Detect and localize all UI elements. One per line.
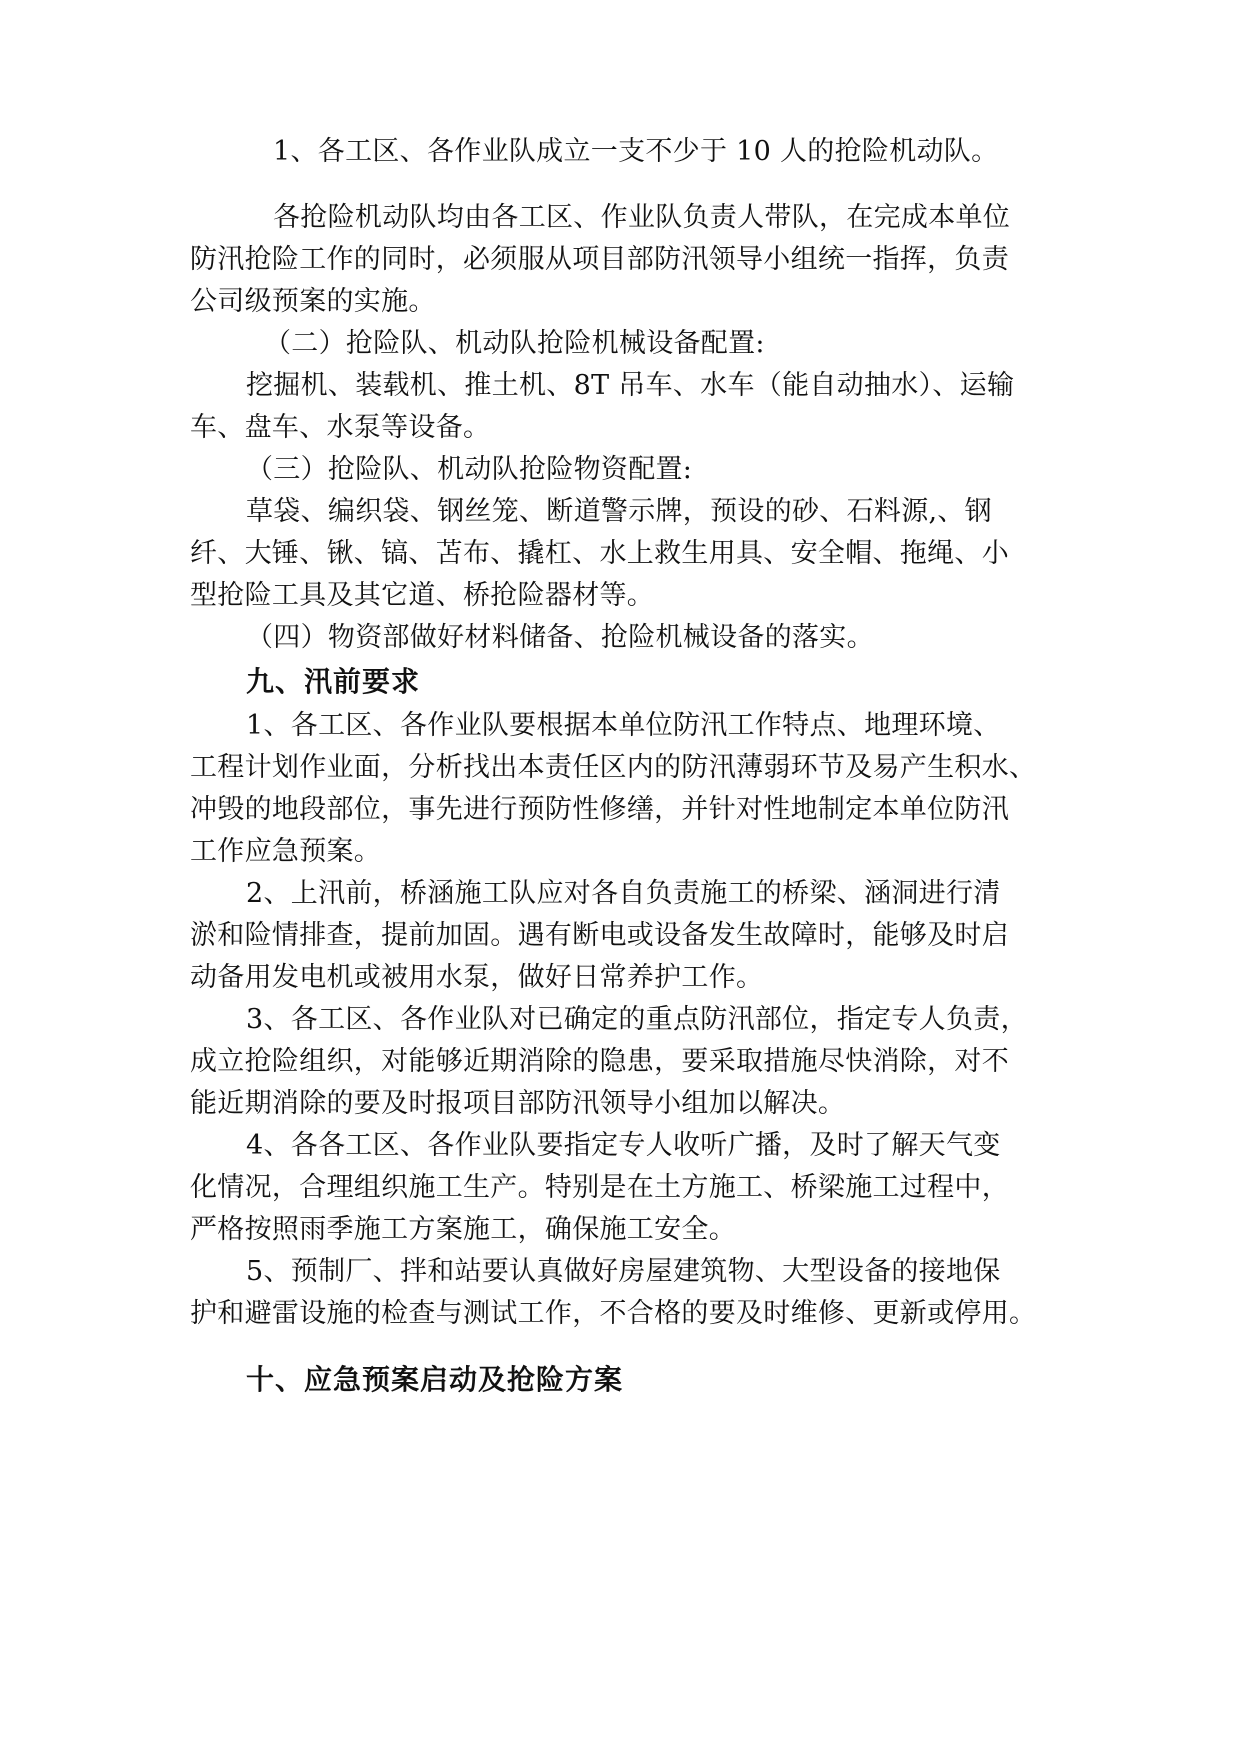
section-heading: 十、应急预案启动及抢险方案 <box>246 1363 624 1396</box>
paragraph-line: 工程计划作业面，分析找出本责任区内的防汛薄弱环节及易产生积水、 <box>190 752 1037 783</box>
paragraph-line: 车、盘车、水泵等设备。 <box>190 412 491 443</box>
paragraph-line: （二）抢险队、机动队抢险机械设备配置: <box>264 328 765 359</box>
paragraph-line: 4、各各工区、各作业队要指定专人收听广播，及时了解天气变 <box>246 1130 1001 1161</box>
paragraph-line: 公司级预案的实施。 <box>190 286 436 317</box>
paragraph-line: 能近期消除的要及时报项目部防汛领导小组加以解决。 <box>190 1088 846 1119</box>
section-heading: 九、汛前要求 <box>246 665 421 698</box>
paragraph-line: 化情况，合理组织施工生产。特别是在土方施工、桥梁施工过程中， <box>190 1172 1009 1203</box>
paragraph-line: 5、预制厂、拌和站要认真做好房屋建筑物、大型设备的接地保 <box>246 1256 1001 1287</box>
paragraph-line: 各抢险机动队均由各工区、作业队负责人带队，在完成本单位 <box>273 202 1011 233</box>
paragraph-line: 防汛抢险工作的同时，必须服从项目部防汛领导小组统一指挥，负责 <box>190 244 1009 275</box>
paragraph-line: 动备用发电机或被用水泵，做好日常养护工作。 <box>190 962 764 993</box>
paragraph-line: 2、上汛前，桥涵施工队应对各自负责施工的桥梁、涵洞进行清 <box>246 878 1001 909</box>
paragraph-line: 严格按照雨季施工方案施工，确保施工安全。 <box>190 1214 736 1245</box>
paragraph-line: 淤和险情排查，提前加固。遇有断电或设备发生故障时，能够及时启 <box>190 920 1009 951</box>
paragraph-line: 3、各工区、各作业队对已确定的重点防汛部位，指定专人负责， <box>246 1004 1028 1035</box>
paragraph-line: 工作应急预案。 <box>190 836 382 867</box>
paragraph-line: （三）抢险队、机动队抢险物资配置: <box>246 454 693 485</box>
paragraph-line: 草袋、编织袋、钢丝笼、断道警示牌，预设的砂、石料源,、钢 <box>246 496 992 527</box>
paragraph-line: 挖掘机、装载机、推土机、8T 吊车、水车（能自动抽水）、运输 <box>246 370 1015 401</box>
paragraph-line: 型抢险工具及其它道、桥抢险器材等。 <box>190 580 655 611</box>
paragraph-line: 1、各工区、各作业队要根据本单位防汛工作特点、地理环境、 <box>246 710 1001 741</box>
paragraph-line: 冲毁的地段部位，事先进行预防性修缮，并针对性地制定本单位防汛 <box>190 794 1009 825</box>
paragraph-line: 纤、大锤、锹、镐、苫布、撬杠、水上救生用具、安全帽、拖绳、小 <box>190 538 1009 569</box>
paragraph-line: 1、各工区、各作业队成立一支不少于 10 人的抢险机动队。 <box>273 136 999 167</box>
paragraph-line: （四）物资部做好材料储备、抢险机械设备的落实。 <box>246 622 874 653</box>
paragraph-line: 成立抢险组织，对能够近期消除的隐患，要采取措施尽快消除，对不 <box>190 1046 1009 1077</box>
paragraph-line: 护和避雷设施的检查与测试工作，不合格的要及时维修、更新或停用。 <box>190 1298 1037 1329</box>
